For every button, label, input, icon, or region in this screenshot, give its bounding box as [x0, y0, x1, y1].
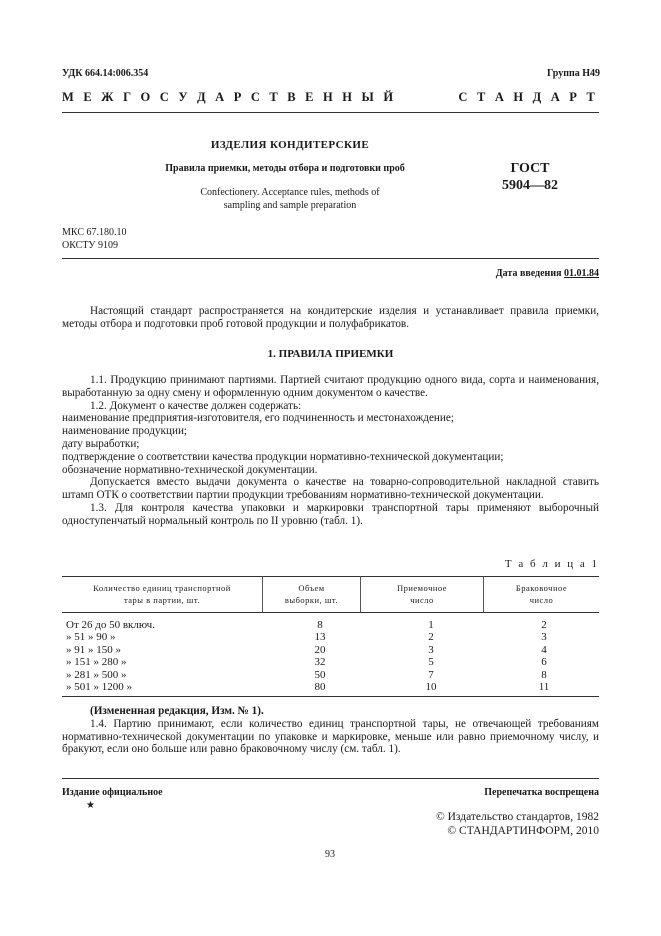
header-line: Количество единиц транспортной — [93, 583, 231, 593]
english-title-line-2: sampling and sample preparation — [223, 200, 357, 211]
table-cell-reject: 6 — [541, 656, 547, 669]
date-label: Дата введения — [495, 268, 562, 279]
codes-rule — [62, 258, 599, 259]
table-cell-accept: 2 — [428, 631, 434, 644]
header-line: число — [410, 595, 434, 605]
date-value: 01.01.84 — [564, 268, 599, 279]
footer-rule — [62, 778, 599, 779]
gost-label: ГОСТ — [510, 161, 550, 176]
introduction-date — [496, 268, 599, 279]
table-cell-sample: 32 — [314, 656, 326, 669]
table-top-rule — [62, 576, 599, 577]
intro-block — [62, 305, 599, 331]
clause-1-1: 1.1. Продукцию принимают партиями. Партией считают продукцию одного вида, сорта и наименования, выработанную за одну смену и оформленную одним документом о качестве. — [62, 374, 599, 399]
header-line: число — [529, 595, 554, 605]
star-icon: ★ — [86, 800, 95, 811]
doc-title: ИЗДЕЛИЯ КОНДИТЕРСКИЕ — [210, 139, 370, 151]
change-note: (Измененная редакция, Изм. № 1). — [90, 705, 264, 717]
table-bottom-rule — [62, 696, 599, 697]
section-1-body — [62, 374, 599, 528]
okstu-code: ОКСТУ 9109 — [62, 240, 119, 251]
page-number: 93 — [325, 849, 335, 860]
list-item: обозначение нормативно-технической документации. — [62, 463, 318, 476]
mks-code: МКС 67.180.10 — [62, 227, 127, 238]
udk-code: УДК 664.14:006.354 — [62, 68, 149, 79]
group-code: Группа Н49 — [547, 68, 600, 79]
list-item: наименование продукции; — [62, 425, 188, 438]
table-header-sample — [263, 582, 360, 606]
clause-1-2: 1.2. Документ о качестве должен содержать: — [90, 399, 302, 412]
table-cell-sample: 80 — [314, 681, 326, 694]
header-line: Приемочное — [396, 583, 448, 593]
official-edition: Издание официальное — [62, 787, 163, 798]
clause-1-3: 1.3. Для контроля качества упаковки и маркировки транспортной тары применяют выборочный одноступенчатый нормальный контроль по II уровню (табл. 1). — [62, 501, 599, 527]
standard-label: С Т А Н Д А Р Т — [458, 90, 598, 104]
table-cell-reject: 2 — [541, 619, 547, 631]
table-header-reject — [484, 582, 599, 606]
table-header-rule — [62, 612, 599, 613]
english-title — [140, 186, 440, 212]
copyright-line: © СТАНДАРТИНФОРМ, 2010 — [447, 825, 599, 837]
doc-subtitle: Правила приемки, методы отбора и подготовки проб — [165, 163, 405, 174]
table-cell-range: » 151 » 280 » — [66, 656, 127, 669]
english-title-line-1: Confectionery. Acceptance rules, methods of — [200, 187, 380, 198]
table-cell-range: От 26 до 50 включ. — [66, 619, 155, 631]
table-cell-range: » 281 » 500 » — [66, 668, 127, 681]
table-cell-sample: 20 — [314, 643, 326, 656]
table-sample-column — [270, 619, 370, 693]
clause-1-4: 1.4. Партию принимают, если количество единиц транспортной тары, не отвечающей требованиям нормативно-технической документации по упаковке и маркировке, меньше или равно приемочному числу, и бракуют, если оно больше или равно браковочному числу (см. табл. 1). — [62, 717, 599, 756]
table-cell-reject: 8 — [541, 668, 547, 681]
header-line: тары в партии, шт. — [123, 595, 201, 605]
header-line: выборки, шт. — [284, 595, 339, 605]
table-cell-range: » 501 » 1200 » — [66, 681, 132, 694]
table-header-quantity — [62, 582, 262, 606]
gost-number: 5904—82 — [502, 178, 558, 193]
table-cell-accept: 5 — [428, 656, 434, 669]
table-cell-range: » 91 » 150 » — [66, 643, 121, 656]
header-line: Объем — [298, 583, 325, 593]
table-cell-accept: 3 — [428, 643, 434, 656]
copyright-line: © Издательство стандартов, 1982 — [435, 811, 599, 823]
table-cell-accept: 7 — [428, 668, 434, 681]
table-cell-accept: 1 — [428, 619, 434, 631]
interstate-label: М Е Ж Г О С У Д А Р С Т В Е Н Н Ы Й — [62, 90, 397, 104]
stamp-paragraph: Допускается вместо выдачи документа о качестве на товарно-сопроводительной накладной ставить штамп ОТК о соответствии партии продукции требованиям нормативно-технической документации. — [62, 476, 599, 502]
table-cell-sample: 50 — [314, 668, 326, 681]
table-cell-reject: 11 — [538, 681, 550, 694]
table-cell-range: » 51 » 90 » — [66, 631, 116, 644]
table-reject-column — [494, 619, 594, 693]
list-item: дату выработки; — [62, 437, 140, 450]
table-cell-sample: 13 — [314, 631, 326, 644]
header-line: Браковочное — [515, 583, 568, 593]
list-item: подтверждение о соответствии качества продукции нормативно-технической документации; — [62, 450, 504, 463]
table-caption: Т а б л и ц а 1 — [504, 558, 599, 570]
section-1-continued — [62, 705, 599, 756]
table-cell-reject: 4 — [541, 643, 547, 656]
table-accept-column — [381, 619, 481, 693]
gost-block — [470, 160, 590, 194]
reprint-notice: Перепечатка воспрещена — [484, 787, 599, 798]
copyright-block — [436, 810, 599, 838]
list-item: наименование предприятия-изготовителя, его подчиненность и местонахождение; — [62, 412, 454, 425]
table-range-column — [66, 619, 256, 693]
table-cell-accept: 10 — [425, 681, 437, 694]
classification-codes — [62, 226, 126, 252]
section-1-heading: 1. ПРАВИЛА ПРИЕМКИ — [267, 348, 394, 360]
table-cell-reject: 3 — [541, 631, 547, 644]
intro-paragraph: Настоящий стандарт распространяется на кондитерские изделия и устанавливает правила приемки, методы отбора и подготовки проб готовой продукции и полуфабрикатов. — [62, 305, 599, 330]
table-cell-sample: 8 — [317, 619, 323, 631]
table-header-accept — [361, 582, 483, 606]
header-rule — [62, 112, 599, 113]
